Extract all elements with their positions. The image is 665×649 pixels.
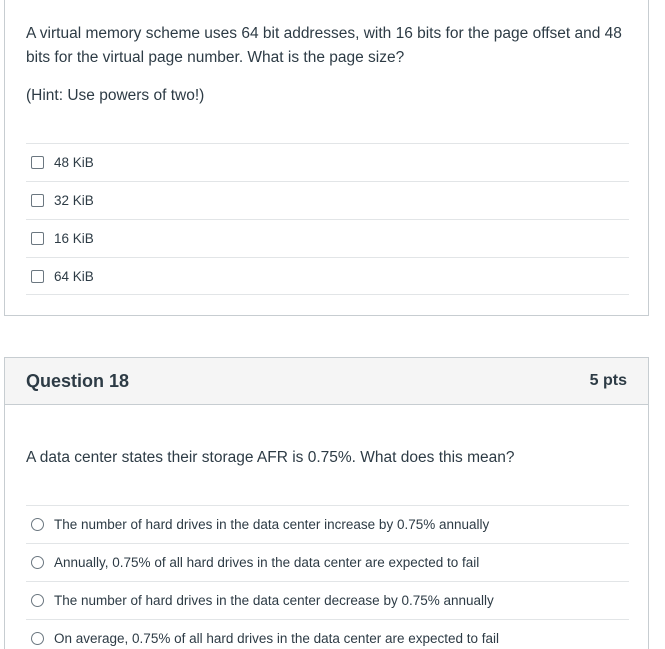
answer-checkbox[interactable] (31, 194, 44, 207)
question-points: 5 pts (589, 372, 627, 389)
answer-label: The number of hard drives in the data center increase by 0.75% annually (54, 517, 490, 532)
answer-label: Annually, 0.75% of all hard drives in the data center are expected to fail (54, 555, 480, 570)
answer-radio[interactable] (31, 518, 44, 531)
answer-checkbox[interactable] (31, 156, 44, 169)
answer-label: The number of hard drives in the data center decrease by 0.75% annually (54, 593, 494, 608)
answer-option[interactable] (26, 181, 629, 219)
answer-radio[interactable] (31, 632, 44, 645)
question-18-text: A data center states their storage AFR is 0.75%. What does this mean? (26, 449, 515, 466)
question-18-answers (26, 505, 629, 649)
answer-option[interactable] (26, 257, 629, 295)
answer-label: 64 KiB (54, 268, 94, 284)
answer-label: 48 KiB (54, 155, 94, 170)
question-title: Question 18 (26, 370, 130, 391)
question-17-card (4, 0, 649, 316)
question-17-text: A virtual memory scheme uses 64 bit addresses, with 16 bits for the page offset and 48 bits for the virtual page number. What is the page size? (26, 25, 622, 66)
answer-option[interactable] (26, 619, 629, 649)
answer-radio[interactable] (31, 594, 44, 607)
answer-label: 32 KiB (54, 193, 94, 208)
answer-option[interactable] (26, 581, 629, 619)
question-17-answers (26, 143, 629, 295)
answer-option[interactable] (26, 543, 629, 581)
answer-option[interactable] (26, 143, 629, 181)
answer-option[interactable] (26, 505, 629, 543)
answer-radio[interactable] (31, 556, 44, 569)
answer-label: 16 KiB (54, 231, 94, 246)
question-17-hint: (Hint: Use powers of two!) (26, 87, 205, 104)
question-18-card (4, 357, 649, 649)
question-18-header (5, 358, 648, 405)
answer-checkbox[interactable] (31, 270, 44, 283)
answer-label: On average, 0.75% of all hard drives in the data center are expected to fail (54, 630, 500, 646)
answer-option[interactable] (26, 219, 629, 257)
answer-checkbox[interactable] (31, 232, 44, 245)
